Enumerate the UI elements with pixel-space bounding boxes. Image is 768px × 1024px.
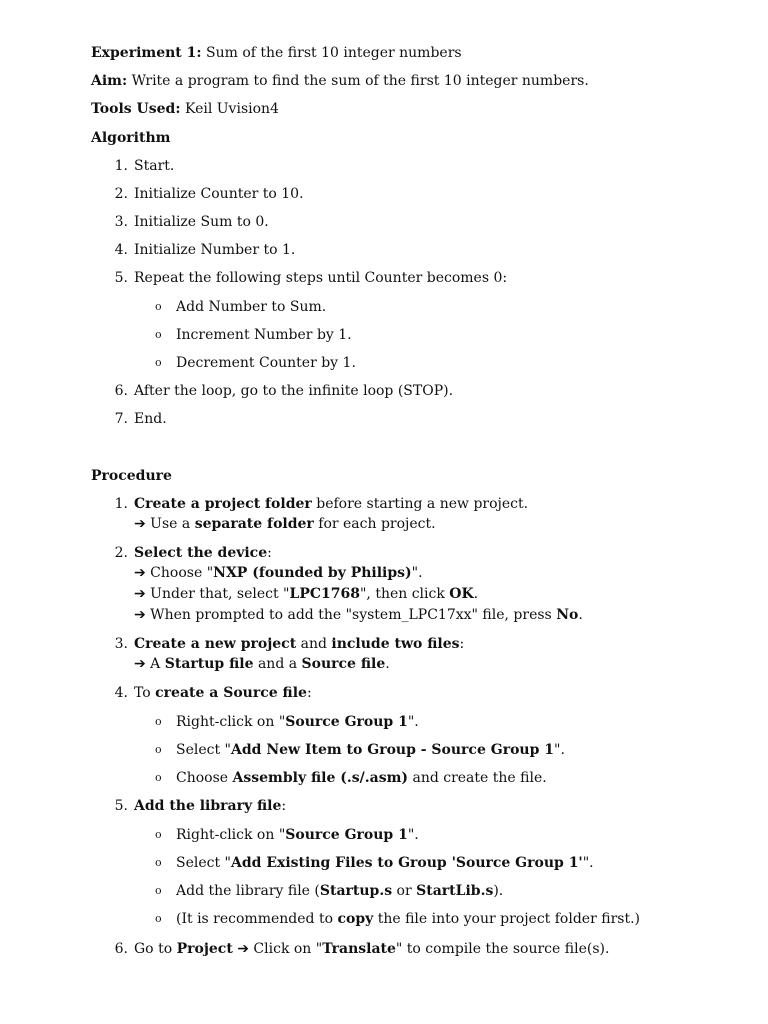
algo-sub-step: Add Number to Sum. [176, 299, 327, 315]
algo-sub-step: Decrement Counter by 1. [176, 355, 356, 371]
algo-step-number: 2. [114, 186, 128, 202]
algo-step: End. [134, 411, 167, 427]
algo-step: Initialize Sum to 0. [134, 214, 269, 230]
bullet-icon: o [155, 356, 162, 369]
bullet-icon: o [155, 715, 162, 728]
algo-step-number: 5. [114, 270, 128, 286]
proc-step-number: 2. [114, 545, 128, 561]
algo-step-number: 1. [114, 158, 128, 174]
proc-sub-item: Select "Add New Item to Group - Source Group 1". [176, 742, 565, 758]
proc-step-number: 1. [114, 496, 128, 512]
bullet-icon: o [155, 856, 162, 869]
proc-step-3-detail: ➔ A Startup file and a Source file. [134, 656, 390, 672]
proc-step-1: Create a project folder before starting a new project. [134, 496, 529, 512]
proc-step-5: Add the library file: [134, 798, 287, 814]
bullet-icon: o [155, 300, 162, 313]
algo-step: Repeat the following steps until Counter becomes 0: [134, 270, 508, 286]
bullet-icon: o [155, 912, 162, 925]
arrow-icon: ➔ [237, 941, 249, 957]
proc-step-4: To create a Source file: [134, 685, 312, 701]
proc-step-number: 4. [114, 685, 128, 701]
algo-step-number: 4. [114, 242, 128, 258]
proc-step-2: Select the device: [134, 545, 272, 561]
proc-step-number: 6. [114, 941, 128, 957]
arrow-icon: ➔ [134, 607, 146, 623]
algo-step: Initialize Number to 1. [134, 242, 296, 258]
algo-step: Initialize Counter to 10. [134, 186, 304, 202]
tools-line: Tools Used: Keil Uvision4 [91, 101, 279, 117]
experiment-line: Experiment 1: Sum of the first 10 integer numbers [91, 45, 462, 61]
proc-step-number: 5. [114, 798, 128, 814]
bullet-icon: o [155, 771, 162, 784]
algo-step: After the loop, go to the infinite loop (STOP). [134, 383, 454, 399]
algo-step-number: 3. [114, 214, 128, 230]
algorithm-heading: Algorithm [91, 130, 171, 146]
aim-line: Aim: Write a program to find the sum of the first 10 integer numbers. [91, 73, 589, 89]
proc-sub-item: Choose Assembly file (.s/.asm) and create the file. [176, 770, 547, 786]
algo-step-number: 6. [114, 383, 128, 399]
bullet-icon: o [155, 328, 162, 341]
proc-sub-item: Select "Add Existing Files to Group 'Source Group 1'". [176, 855, 594, 871]
algo-sub-step: Increment Number by 1. [176, 327, 352, 343]
proc-step-6: Go to Project ➔ Click on "Translate" to compile the source file(s). [134, 941, 610, 957]
proc-sub-item: (It is recommended to copy the file into your project folder first.) [176, 911, 640, 927]
bullet-icon: o [155, 743, 162, 756]
proc-step-2-detail: ➔ Under that, select "LPC1768", then click OK. [134, 586, 479, 602]
bullet-icon: o [155, 828, 162, 841]
procedure-heading: Procedure [91, 468, 172, 484]
algo-step-number: 7. [114, 411, 128, 427]
arrow-icon: ➔ [134, 516, 146, 532]
proc-step-2-detail: ➔ When prompted to add the "system_LPC17xx" file, press No. [134, 607, 583, 623]
proc-sub-item: Right-click on "Source Group 1". [176, 714, 419, 730]
arrow-icon: ➔ [134, 565, 146, 581]
bullet-icon: o [155, 884, 162, 897]
arrow-icon: ➔ [134, 586, 146, 602]
proc-step-2-detail: ➔ Choose "NXP (founded by Philips)". [134, 565, 423, 581]
proc-sub-item: Right-click on "Source Group 1". [176, 827, 419, 843]
algo-step: Start. [134, 158, 175, 174]
proc-sub-item: Add the library file (Startup.s or StartLib.s). [176, 883, 504, 899]
proc-step-3: Create a new project and include two files: [134, 636, 465, 652]
proc-step-number: 3. [114, 636, 128, 652]
arrow-icon: ➔ [134, 656, 146, 672]
proc-step-1-detail: ➔ Use a separate folder for each project. [134, 516, 436, 532]
